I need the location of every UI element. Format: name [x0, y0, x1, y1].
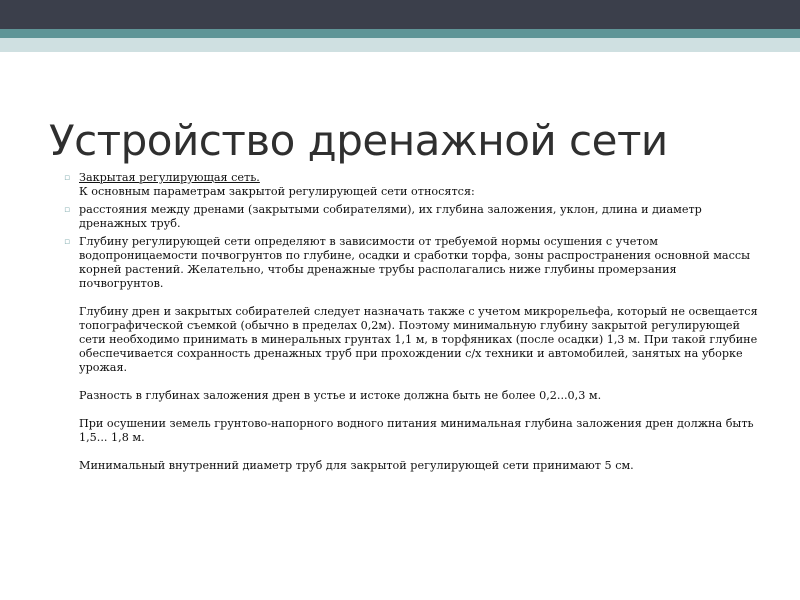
header-band-dark: [0, 0, 800, 29]
bullet-item: [64, 171, 764, 199]
bullet-paragraph: Минимальный внутренний диаметр труб для закрытой регулирующей сети принимают 5 см.: [79, 459, 634, 472]
paragraph-gap: [79, 403, 764, 417]
bullet-text: К основным параметрам закрытой регулирующей сети относятся:: [79, 185, 475, 198]
paragraph-gap: [79, 375, 764, 389]
header-band-accent: [0, 29, 800, 38]
paragraph-gap: [79, 291, 764, 305]
bullet-heading: Закрытая регулирующая сеть.: [79, 171, 260, 184]
bullet-marker-icon: ▫: [64, 205, 71, 215]
slide-title: Устройство дренажной сети: [49, 116, 668, 165]
bullet-list: [64, 171, 764, 477]
bullet-item: [64, 203, 764, 231]
header-band-light: [0, 38, 800, 52]
bullet-item: [64, 235, 764, 473]
bullet-paragraph: Разность в глубинах заложения дрен в устье и истоке должна быть не более 0,2...0,3 м.: [79, 389, 602, 402]
paragraph-gap: [79, 445, 764, 459]
bullet-paragraph: При осушении земель грунтово-напорного водного питания минимальная глубина заложения дрен должна быть 1,5... 1,8 м.: [79, 417, 754, 444]
bullet-paragraph: Глубину дрен и закрытых собирателей следует назначать также с учетом микрорельефа, который не освещается топографической съемкой (обычно в пределах 0,2м). Поэтому минимальную глубину закрытой регулирующей сети необходимо принимать в минеральных грунтах 1,1 м, в торфяниках (после осадки) 1,3 м. При такой глубине обеспечивается сохранность дренажных труб при прохождении с/х техники и автомобилей, занятых на уборке урожая.: [79, 305, 758, 374]
bullet-marker-icon: ▫: [64, 237, 71, 247]
bullet-paragraph: Глубину регулирующей сети определяют в зависимости от требуемой нормы осушения с учетом водопроницаемости почвогрунтов по глубине, осадки и сработки торфа, зоны распространения основной массы корней растений. Желательно, чтобы дренажные трубы располагались ниже глубины промерзания почвогрунтов.: [79, 235, 751, 290]
bullet-text: расстояния между дренами (закрытыми собирателями), их глубина заложения, уклон, длина и диаметр дренажных труб.: [79, 203, 702, 230]
bullet-marker-icon: ▫: [64, 173, 71, 183]
